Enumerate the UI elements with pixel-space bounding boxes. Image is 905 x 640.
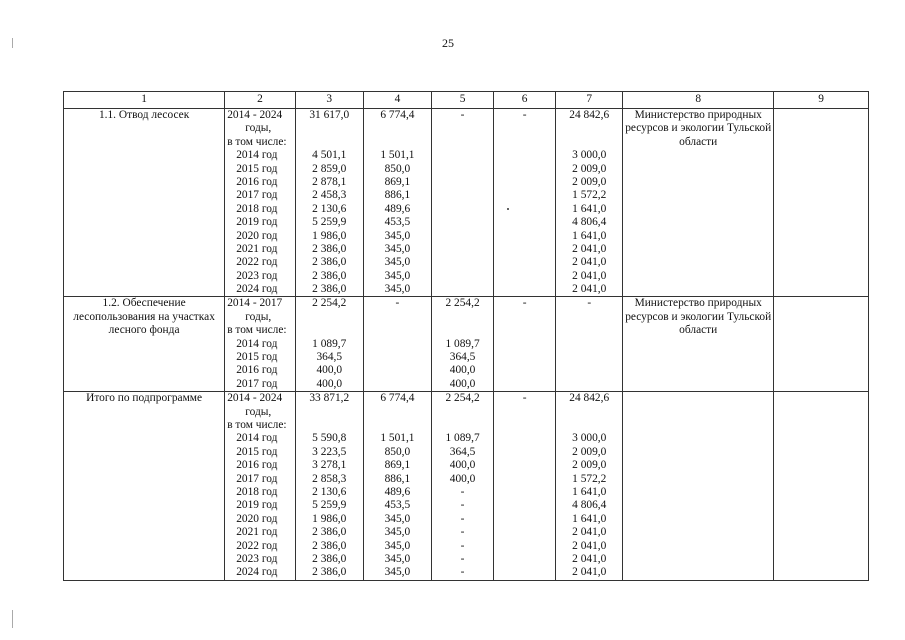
cell-line: 453,5 bbox=[384, 499, 411, 512]
cell-line: 345,0 bbox=[384, 526, 411, 539]
cell-line: 3 223,5 bbox=[312, 445, 347, 458]
responsible-cell bbox=[623, 297, 774, 392]
cell-line: 2 254,2 bbox=[445, 392, 480, 405]
cell-line: 2 458,3 bbox=[312, 189, 347, 202]
cell-line: 31 617,0 bbox=[309, 109, 350, 121]
cell-line: 2 041,0 bbox=[572, 269, 607, 282]
cell-line bbox=[558, 406, 620, 419]
cell-line: - bbox=[522, 109, 527, 121]
cell-line: 850,0 bbox=[384, 162, 411, 175]
value-cell-col5 bbox=[432, 297, 494, 392]
cell-line: годы, bbox=[245, 405, 272, 418]
header-cell: 7 bbox=[556, 92, 623, 109]
cell-line: 364,5 bbox=[449, 445, 476, 458]
value-cell-col4 bbox=[363, 392, 431, 580]
value-cell-col6 bbox=[493, 109, 555, 297]
cell-line bbox=[434, 406, 491, 419]
cell-line: - bbox=[460, 566, 465, 579]
row-label-cell bbox=[64, 392, 225, 580]
cell-line: 6 774,4 bbox=[380, 392, 415, 405]
cell-line: 2023 год bbox=[236, 269, 278, 282]
header-cell: 9 bbox=[774, 92, 869, 109]
empty-cell-col9 bbox=[774, 297, 869, 392]
cell-line bbox=[366, 324, 429, 337]
row-label: 1.2. Обеспечение лесопользования на участках лесного фонда bbox=[73, 297, 215, 337]
cell-line: - bbox=[522, 297, 527, 310]
cell-line: 400,0 bbox=[449, 364, 476, 377]
value-cell-col3 bbox=[295, 109, 363, 297]
row-label-cell bbox=[64, 109, 225, 297]
row-label: Итого по подпрограмме bbox=[86, 392, 203, 405]
value-cell-col3 bbox=[295, 392, 363, 580]
cell-line: 489,6 bbox=[384, 202, 411, 215]
responsible-cell bbox=[623, 109, 774, 297]
cell-line bbox=[496, 311, 553, 324]
cell-line: - bbox=[522, 392, 527, 405]
cell-line bbox=[366, 419, 429, 432]
cell-line bbox=[298, 122, 361, 135]
header-cell: 3 bbox=[295, 92, 363, 109]
cell-line: - bbox=[587, 297, 592, 310]
cell-line: 2014 - 2024 bbox=[227, 392, 283, 405]
cell-line: 869,1 bbox=[384, 175, 411, 188]
cell-line: 6 774,4 bbox=[380, 109, 415, 121]
cell-line: 2015 год bbox=[236, 351, 278, 364]
cell-line: 400,0 bbox=[449, 377, 476, 390]
row-label: 1.1. Отвод лесосек bbox=[98, 109, 190, 121]
cell-line: 400,0 bbox=[449, 459, 476, 472]
responsible-org: Министерство природных ресурсов и экологии Тульской области bbox=[625, 297, 772, 337]
cell-line: 2021 год bbox=[236, 526, 278, 539]
value-cell-col6 bbox=[493, 392, 555, 580]
cell-line: 1 641,0 bbox=[572, 485, 607, 498]
table-header-row bbox=[64, 92, 869, 109]
cell-line: - bbox=[460, 552, 465, 565]
value-cell-col7 bbox=[556, 109, 623, 297]
cell-line: 2 858,3 bbox=[312, 472, 347, 485]
cell-line: 1 986,0 bbox=[312, 229, 347, 242]
cell-line: 2 041,0 bbox=[572, 242, 607, 255]
header-cell: 2 bbox=[225, 92, 296, 109]
cell-line: 400,0 bbox=[316, 364, 343, 377]
cell-line: 886,1 bbox=[384, 472, 411, 485]
cell-line: 5 590,8 bbox=[312, 432, 347, 445]
cell-line: 2 009,0 bbox=[572, 175, 607, 188]
cell-line: 2 386,0 bbox=[312, 552, 347, 565]
cell-line: 1 641,0 bbox=[572, 512, 607, 525]
cell-line: 2020 год bbox=[236, 512, 278, 525]
cell-line: 886,1 bbox=[384, 189, 411, 202]
cell-line: 2 859,0 bbox=[312, 162, 347, 175]
cell-line: 2 254,2 bbox=[312, 297, 347, 310]
row-label-cell bbox=[64, 297, 225, 392]
cell-line bbox=[298, 311, 361, 324]
cell-line: 2016 год bbox=[236, 459, 278, 472]
empty-cell-col9 bbox=[774, 109, 869, 297]
cell-line: 33 871,2 bbox=[309, 392, 350, 405]
table-row bbox=[64, 109, 869, 297]
cell-line: 24 842,6 bbox=[569, 392, 610, 405]
cell-line: 400,0 bbox=[316, 377, 343, 390]
cell-line: 345,0 bbox=[384, 229, 411, 242]
cell-line bbox=[298, 136, 361, 149]
table-row bbox=[64, 392, 869, 580]
header-cell: 5 bbox=[432, 92, 494, 109]
cell-line: 2 041,0 bbox=[572, 566, 607, 579]
cell-line: 345,0 bbox=[384, 256, 411, 269]
cell-line: 2 386,0 bbox=[312, 539, 347, 552]
scan-margin-mark bbox=[12, 38, 13, 48]
cell-line: - bbox=[460, 109, 465, 121]
cell-line: 2019 год bbox=[236, 499, 278, 512]
cell-line bbox=[434, 311, 491, 324]
cell-line: 1 572,2 bbox=[572, 189, 607, 202]
cell-line: 2 386,0 bbox=[312, 269, 347, 282]
header-cell: 1 bbox=[64, 92, 225, 109]
cell-line: 4 806,4 bbox=[572, 216, 607, 229]
cell-line: 2 041,0 bbox=[572, 526, 607, 539]
cell-line bbox=[298, 324, 361, 337]
cell-line: 2 009,0 bbox=[572, 459, 607, 472]
responsible-org: Министерство природных ресурсов и экологии Тульской области bbox=[625, 109, 772, 148]
cell-line bbox=[366, 136, 429, 149]
cell-line: 2022 год bbox=[236, 539, 278, 552]
cell-line: - bbox=[460, 499, 465, 512]
cell-line: 1 501,1 bbox=[380, 149, 415, 162]
cell-line: 345,0 bbox=[384, 512, 411, 525]
value-cell-col4 bbox=[363, 297, 431, 392]
cell-line bbox=[558, 324, 620, 337]
cell-line: 4 806,4 bbox=[572, 499, 607, 512]
cell-line: 1 501,1 bbox=[380, 432, 415, 445]
cell-line: 489,6 bbox=[384, 485, 411, 498]
cell-line: 2 386,0 bbox=[312, 256, 347, 269]
value-cell-col6 bbox=[493, 297, 555, 392]
cell-line bbox=[298, 419, 361, 432]
cell-line: 2023 год bbox=[236, 552, 278, 565]
cell-line: 345,0 bbox=[384, 566, 411, 579]
value-cell-col4 bbox=[363, 109, 431, 297]
cell-line: годы, bbox=[245, 310, 272, 323]
cell-line: 2 041,0 bbox=[572, 256, 607, 269]
cell-line: - bbox=[460, 526, 465, 539]
cell-line: 2019 год bbox=[236, 216, 278, 229]
cell-line: 1 641,0 bbox=[572, 202, 607, 215]
cell-line: - bbox=[460, 539, 465, 552]
cell-line: 2018 год bbox=[236, 202, 278, 215]
page-number: 25 bbox=[442, 36, 454, 50]
cell-line: 345,0 bbox=[384, 269, 411, 282]
cell-line: 3 000,0 bbox=[572, 149, 607, 162]
cell-line: 1 641,0 bbox=[572, 229, 607, 242]
cell-line: 2016 год bbox=[236, 364, 278, 377]
table-row bbox=[64, 297, 869, 392]
cell-line bbox=[434, 324, 491, 337]
cell-line: 1 089,7 bbox=[312, 337, 347, 350]
cell-line: 3 278,1 bbox=[312, 459, 347, 472]
cell-line: - bbox=[460, 512, 465, 525]
cell-line: 400,0 bbox=[449, 472, 476, 485]
cell-line: 2018 год bbox=[236, 485, 278, 498]
cell-line bbox=[558, 419, 620, 432]
cell-line: 2 386,0 bbox=[312, 566, 347, 579]
cell-line bbox=[434, 419, 491, 432]
cell-line bbox=[496, 122, 553, 135]
cell-line: 5 259,9 bbox=[312, 216, 347, 229]
cell-line: 2014 год bbox=[236, 432, 278, 445]
header-cell: 4 bbox=[363, 92, 431, 109]
period-cell bbox=[225, 392, 296, 580]
cell-line: 2 130,6 bbox=[312, 485, 347, 498]
cell-line bbox=[366, 122, 429, 135]
period-cell bbox=[225, 297, 296, 392]
cell-line: 2 009,0 bbox=[572, 162, 607, 175]
cell-line bbox=[558, 122, 620, 135]
cell-line bbox=[434, 122, 491, 135]
header-cell: 8 bbox=[623, 92, 774, 109]
cell-line bbox=[496, 324, 553, 337]
cell-line: 453,5 bbox=[384, 216, 411, 229]
cell-line: 1 572,2 bbox=[572, 472, 607, 485]
value-cell-col3 bbox=[295, 297, 363, 392]
cell-line: 24 842,6 bbox=[569, 109, 610, 121]
cell-line: 850,0 bbox=[384, 445, 411, 458]
cell-line bbox=[366, 311, 429, 324]
cell-line: 364,5 bbox=[449, 351, 476, 364]
cell-line: 2 254,2 bbox=[445, 297, 480, 310]
cell-line: 345,0 bbox=[384, 242, 411, 255]
cell-line: 2 041,0 bbox=[572, 539, 607, 552]
value-cell-col7 bbox=[556, 297, 623, 392]
cell-line: 869,1 bbox=[384, 459, 411, 472]
cell-line bbox=[496, 419, 553, 432]
cell-line: - bbox=[395, 297, 400, 310]
cell-line bbox=[558, 311, 620, 324]
cell-line: 345,0 bbox=[384, 539, 411, 552]
cell-line: 2 386,0 bbox=[312, 526, 347, 539]
cell-line: 2 041,0 bbox=[572, 552, 607, 565]
cell-line: - bbox=[460, 485, 465, 498]
scan-margin-mark bbox=[12, 610, 13, 628]
cell-line: 2 386,0 bbox=[312, 283, 347, 296]
header-cell: 6 bbox=[493, 92, 555, 109]
cell-line: годы, bbox=[245, 122, 272, 135]
cell-line: 364,5 bbox=[316, 351, 343, 364]
cell-line: 2021 год bbox=[236, 242, 278, 255]
cell-line bbox=[558, 136, 620, 149]
value-cell-col5 bbox=[432, 109, 494, 297]
cell-line: 345,0 bbox=[384, 283, 411, 296]
cell-line bbox=[434, 136, 491, 149]
cell-line: 2020 год bbox=[236, 229, 278, 242]
cell-line: 2017 год bbox=[236, 472, 278, 485]
cell-line: 2016 год bbox=[236, 175, 278, 188]
cell-line bbox=[496, 136, 553, 149]
value-cell-col5 bbox=[432, 392, 494, 580]
budget-table bbox=[63, 91, 869, 581]
period-cell bbox=[225, 109, 296, 297]
cell-line: в том числе: bbox=[227, 324, 287, 337]
cell-line: 2015 год bbox=[236, 445, 278, 458]
cell-line: 2 041,0 bbox=[572, 283, 607, 296]
cell-line: 2 386,0 bbox=[312, 242, 347, 255]
cell-line: 2015 год bbox=[236, 162, 278, 175]
cell-line: 2017 год bbox=[236, 189, 278, 202]
cell-line: 4 501,1 bbox=[312, 149, 347, 162]
cell-line: 2014 год bbox=[236, 337, 278, 350]
cell-line: 2 130,6 bbox=[312, 202, 347, 215]
cell-line: 2014 - 2024 bbox=[227, 109, 283, 121]
cell-line bbox=[496, 406, 553, 419]
cell-line: 1 089,7 bbox=[445, 432, 480, 445]
cell-line: 2014 год bbox=[236, 149, 278, 162]
cell-line: 2 009,0 bbox=[572, 445, 607, 458]
empty-cell-col9 bbox=[774, 392, 869, 580]
cell-line: в том числе: bbox=[227, 135, 287, 148]
cell-line: 3 000,0 bbox=[572, 432, 607, 445]
cell-line: 5 259,9 bbox=[312, 499, 347, 512]
cell-line: 2024 год bbox=[236, 566, 278, 579]
cell-line bbox=[366, 406, 429, 419]
cell-line: 2024 год bbox=[236, 283, 278, 296]
cell-line bbox=[298, 406, 361, 419]
cell-line: 345,0 bbox=[384, 552, 411, 565]
cell-line: 2022 год bbox=[236, 256, 278, 269]
cell-line: 2017 год bbox=[236, 377, 278, 390]
cell-line: в том числе: bbox=[227, 418, 287, 431]
cell-line: 1 986,0 bbox=[312, 512, 347, 525]
value-cell-col7 bbox=[556, 392, 623, 580]
cell-line: 2014 - 2017 bbox=[227, 297, 283, 310]
cell-line: 2 878,1 bbox=[312, 175, 347, 188]
cell-line: 1 089,7 bbox=[445, 337, 480, 350]
responsible-cell bbox=[623, 392, 774, 580]
